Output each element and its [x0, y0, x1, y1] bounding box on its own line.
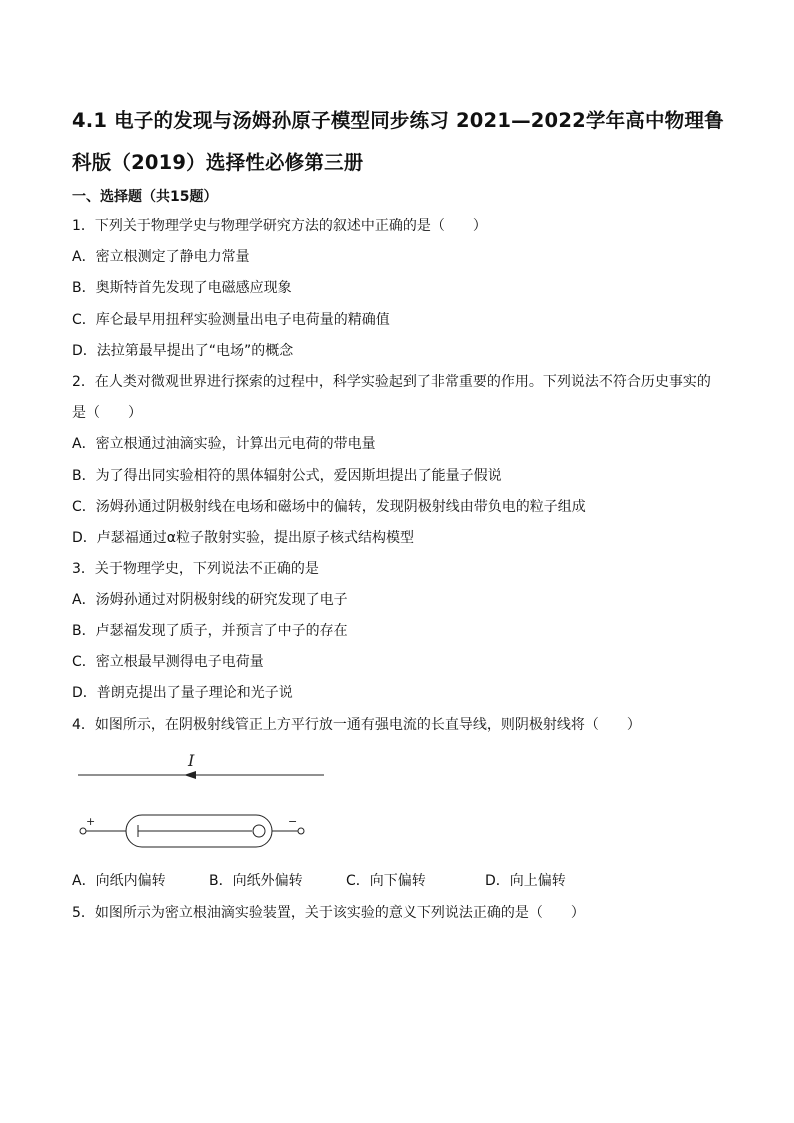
current-label: I: [188, 751, 195, 770]
question-2-option-b: B．为了得出同实验相符的黑体辐射公式，爱因斯坦提出了能量子假说: [72, 468, 502, 484]
question-4-option-b: B．向纸外偏转: [209, 873, 303, 889]
question-2-option-a: A．密立根通过油滴实验，计算出元电荷的带电量: [72, 436, 376, 452]
cathode-ray-tube-figure: [72, 745, 332, 855]
question-2-option-c: C．汤姆孙通过阴极射线在电场和磁场中的偏转，发现阴极射线由带负电的粒子组成: [72, 499, 586, 515]
question-3-stem: 3．关于物理学史，下列说法不正确的是: [72, 561, 319, 577]
question-1-option-c: C．库仑最早用扭秤实验测量出电子电荷量的精确值: [72, 312, 390, 328]
right-terminal: [298, 828, 304, 834]
question-1-option-a: A．密立根测定了静电力常量: [72, 249, 250, 265]
section-heading: 一、选择题（共15题）: [72, 189, 218, 205]
current-arrow: [184, 771, 196, 779]
plus-label: +: [86, 815, 96, 828]
question-3-option-d: D．普朗克提出了量子理论和光子说: [72, 685, 293, 701]
question-2-option-d: D．卢瑟福通过α粒子散射实验，提出原子核式结构模型: [72, 530, 415, 546]
question-4-options: [0, 871, 794, 891]
question-4-stem: 4．如图所示，在阴极射线管正上方平行放一通有强电流的长直导线，则阴极射线将（ ）: [72, 717, 641, 733]
question-4-option-d: D．向上偏转: [485, 873, 566, 889]
question-4-option-a: A．向纸内偏转: [72, 873, 166, 889]
question-2-stem-cont: 是（ ）: [72, 405, 142, 421]
question-1-stem: 1．下列关于物理学史与物理学研究方法的叙述中正确的是（ ）: [72, 218, 487, 234]
page-title: 4.1 电子的发现与汤姆孙原子模型同步练习 2021—2022学年高中物理鲁科版（2019）选择性必修第三册: [72, 109, 724, 174]
question-1-option-b: B．奥斯特首先发现了电磁感应现象: [72, 280, 292, 296]
question-2-stem: 2．在人类对微观世界进行探索的过程中，科学实验起到了非常重要的作用。下列说法不符合历史事实的: [72, 374, 711, 390]
question-4-option-c: C．向下偏转: [346, 873, 426, 889]
question-1-option-d: D．法拉第最早提出了“电场”的概念: [72, 343, 294, 359]
tube-right-electrode: [253, 825, 265, 837]
question-5-stem: 5．如图所示为密立根油滴实验装置，关于该实验的意义下列说法正确的是（ ）: [72, 905, 585, 921]
question-3-option-c: C．密立根最早测得电子电荷量: [72, 654, 264, 670]
question-3-option-b: B．卢瑟福发现了质子，并预言了中子的存在: [72, 623, 348, 639]
left-terminal: [80, 828, 86, 834]
minus-label: −: [288, 815, 298, 828]
question-3-option-a: A．汤姆孙通过对阴极射线的研究发现了电子: [72, 592, 348, 608]
